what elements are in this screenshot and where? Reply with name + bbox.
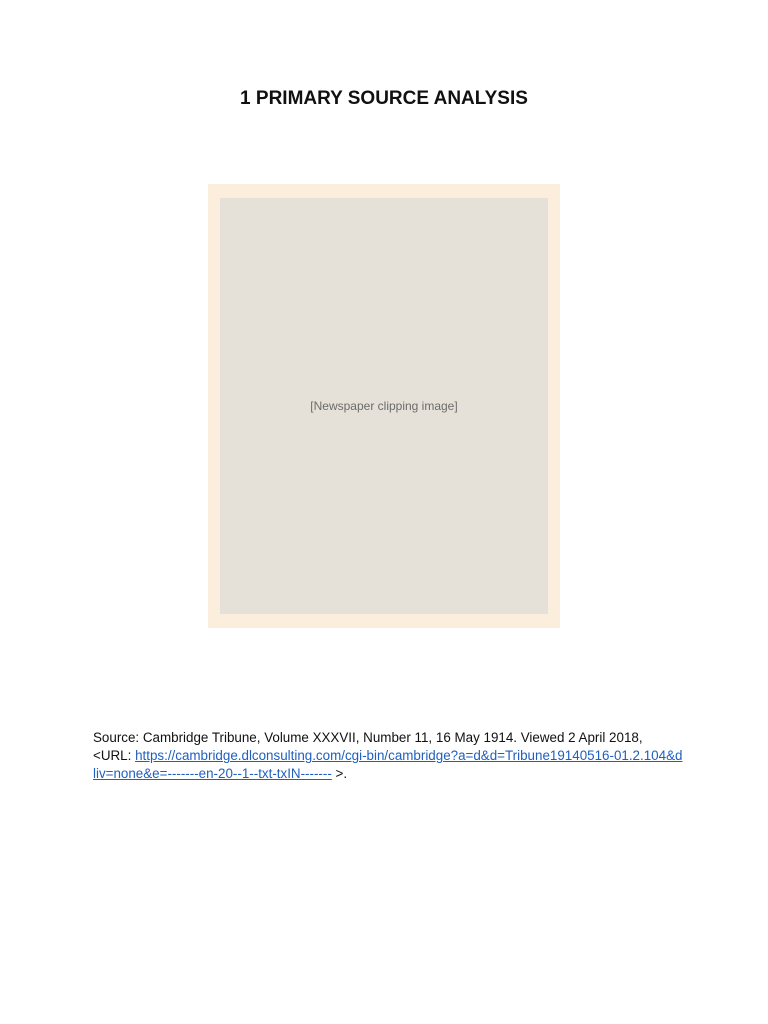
source-url-link[interactable]: https://cambridge.dlconsulting.com/cgi-bin/cambridge?a=d&d=Tribune19140516-01.2.104&dliv=none&e=-------en-20--1--txt-txIN------- (93, 748, 683, 782)
source-citation-suffix: >. (331, 766, 348, 782)
page-title: 1 PRIMARY SOURCE ANALYSIS (240, 88, 528, 109)
source-citation (93, 729, 683, 783)
source-citation-text: Source: Cambridge Tribune, Volume XXXVII, Number 11, 16 May 1914. Viewed 2 April 2018, <URL: (93, 730, 643, 764)
clipping-placeholder-label: [Newspaper clipping image] (310, 399, 458, 413)
newspaper-clipping-image (220, 198, 548, 614)
newspaper-clipping-frame (208, 184, 560, 628)
